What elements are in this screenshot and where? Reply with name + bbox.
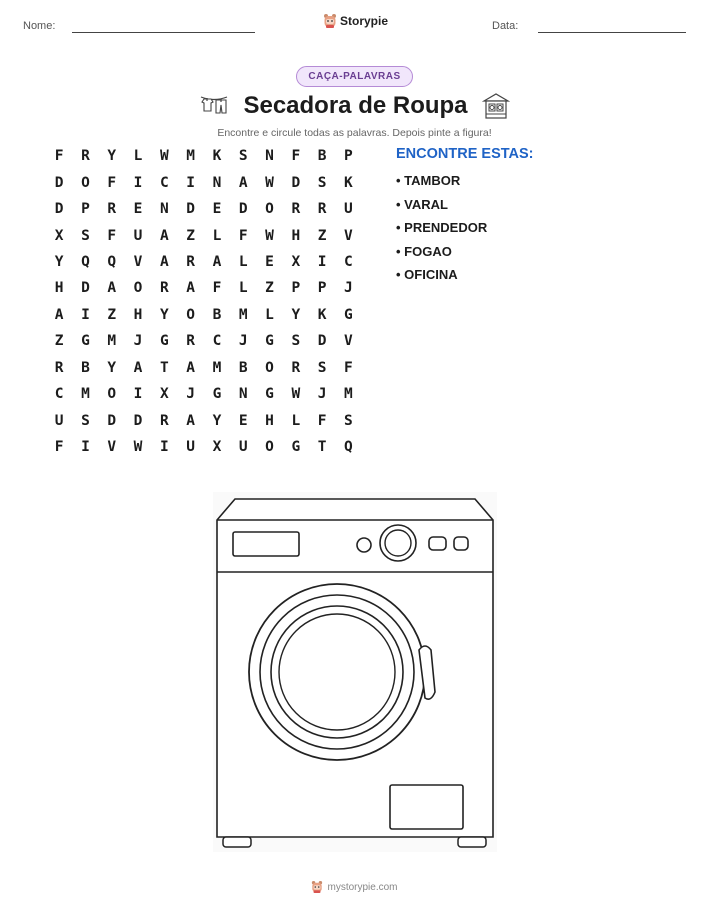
- grid-letter[interactable]: A: [54, 306, 64, 323]
- grid-letter[interactable]: Y: [107, 148, 117, 165]
- grid-letter[interactable]: C: [159, 174, 169, 191]
- word-search-grid[interactable]: [46, 143, 362, 460]
- grid-letter[interactable]: X: [212, 439, 222, 456]
- grid-letter[interactable]: L: [291, 412, 301, 429]
- grid-letter[interactable]: Z: [186, 227, 195, 244]
- grid-letter[interactable]: Q: [81, 253, 90, 270]
- grid-letter[interactable]: A: [159, 227, 169, 244]
- grid-letter[interactable]: Z: [107, 306, 117, 323]
- grid-letter[interactable]: A: [133, 359, 143, 376]
- grid-letter[interactable]: I: [133, 174, 143, 191]
- grid-letter[interactable]: I: [186, 174, 195, 191]
- grid-letter[interactable]: K: [317, 306, 327, 323]
- grid-letter[interactable]: K: [212, 148, 222, 165]
- grid-letter[interactable]: F: [54, 148, 64, 165]
- grid-letter[interactable]: W: [291, 386, 301, 403]
- grid-letter[interactable]: J: [133, 333, 143, 350]
- grid-letter[interactable]: W: [265, 227, 274, 244]
- grid-letter[interactable]: B: [238, 359, 248, 376]
- grid-letter[interactable]: O: [265, 201, 274, 218]
- grid-letter[interactable]: D: [81, 280, 90, 297]
- grid-letter[interactable]: V: [133, 253, 143, 270]
- grid-letter[interactable]: V: [107, 439, 117, 456]
- grid-letter[interactable]: F: [107, 227, 117, 244]
- grid-letter[interactable]: G: [159, 333, 169, 350]
- grid-letter[interactable]: F: [317, 412, 327, 429]
- grid-letter[interactable]: Z: [54, 333, 64, 350]
- grid-letter[interactable]: Y: [107, 359, 117, 376]
- grid-letter[interactable]: D: [133, 412, 143, 429]
- grid-letter[interactable]: D: [186, 201, 195, 218]
- grid-letter[interactable]: D: [238, 201, 248, 218]
- grid-letter[interactable]: Y: [291, 306, 301, 323]
- grid-letter[interactable]: B: [317, 148, 327, 165]
- grid-letter[interactable]: Y: [159, 306, 169, 323]
- grid-letter[interactable]: I: [159, 439, 169, 456]
- grid-letter[interactable]: S: [317, 359, 327, 376]
- grid-letter[interactable]: A: [212, 253, 222, 270]
- grid-letter[interactable]: M: [81, 386, 90, 403]
- grid-letter[interactable]: F: [344, 359, 353, 376]
- grid-letter[interactable]: A: [107, 280, 117, 297]
- grid-letter[interactable]: S: [81, 412, 90, 429]
- grid-letter[interactable]: L: [238, 280, 248, 297]
- grid-letter[interactable]: C: [54, 386, 64, 403]
- date-field-line[interactable]: [538, 32, 686, 33]
- grid-letter[interactable]: V: [344, 227, 353, 244]
- grid-letter[interactable]: M: [238, 306, 248, 323]
- name-label: Nome:: [23, 20, 56, 32]
- grid-letter[interactable]: P: [291, 280, 301, 297]
- grid-letter[interactable]: R: [107, 201, 117, 218]
- grid-letter[interactable]: E: [238, 412, 248, 429]
- grid-letter[interactable]: G: [212, 386, 222, 403]
- grid-letter[interactable]: G: [265, 333, 274, 350]
- grid-letter[interactable]: E: [265, 253, 274, 270]
- grid-letter[interactable]: H: [133, 306, 143, 323]
- grid-letter[interactable]: O: [81, 174, 90, 191]
- grid-letter[interactable]: P: [344, 148, 353, 165]
- grid-letter[interactable]: H: [291, 227, 301, 244]
- grid-letter[interactable]: P: [81, 201, 90, 218]
- grid-letter[interactable]: B: [81, 359, 90, 376]
- grid-letter[interactable]: E: [133, 201, 143, 218]
- grid-letter[interactable]: T: [159, 359, 169, 376]
- grid-letter[interactable]: Q: [344, 439, 353, 456]
- grid-letter[interactable]: R: [159, 412, 169, 429]
- grid-letter[interactable]: O: [133, 280, 143, 297]
- grid-letter[interactable]: G: [344, 306, 353, 323]
- grid-letter[interactable]: F: [238, 227, 248, 244]
- grid-letter[interactable]: U: [186, 439, 195, 456]
- grid-letter[interactable]: A: [238, 174, 248, 191]
- grid-letter[interactable]: X: [291, 253, 301, 270]
- grid-letter[interactable]: R: [186, 333, 195, 350]
- grid-letter[interactable]: H: [54, 280, 64, 297]
- grid-letter[interactable]: S: [81, 227, 90, 244]
- grid-letter[interactable]: A: [186, 412, 195, 429]
- grid-letter[interactable]: S: [344, 412, 353, 429]
- grid-letter[interactable]: O: [186, 306, 195, 323]
- grid-letter[interactable]: D: [291, 174, 301, 191]
- grid-letter[interactable]: J: [344, 280, 353, 297]
- word-list-item: • OFICINA: [396, 267, 458, 283]
- grid-letter[interactable]: S: [291, 333, 301, 350]
- grid-letter[interactable]: R: [81, 148, 90, 165]
- word-list-item: • TAMBOR: [396, 173, 461, 188]
- grid-letter[interactable]: R: [159, 280, 169, 297]
- grid-letter[interactable]: R: [291, 201, 301, 218]
- grid-letter[interactable]: G: [265, 386, 274, 403]
- grid-letter[interactable]: S: [238, 148, 248, 165]
- word-list: [396, 146, 534, 291]
- grid-letter[interactable]: G: [291, 439, 301, 456]
- instructions: Encontre e circule todas as palavras. Depois pinte a figura!: [217, 127, 492, 139]
- grid-letter[interactable]: R: [317, 201, 327, 218]
- grid-letter[interactable]: M: [107, 333, 117, 350]
- word-list-title: ENCONTRE ESTAS:: [396, 146, 534, 162]
- grid-letter[interactable]: U: [344, 201, 353, 218]
- grid-letter[interactable]: N: [265, 148, 274, 165]
- grid-letter[interactable]: T: [317, 439, 327, 456]
- grid-letter[interactable]: X: [159, 386, 169, 403]
- brand-logo: [323, 13, 388, 29]
- grid-letter[interactable]: A: [186, 280, 195, 297]
- grid-letter[interactable]: J: [317, 386, 327, 403]
- grid-letter[interactable]: N: [212, 174, 222, 191]
- clothesline-icon: [199, 93, 229, 119]
- grid-letter[interactable]: I: [133, 386, 143, 403]
- grid-letter[interactable]: P: [317, 280, 327, 297]
- grid-letter[interactable]: N: [159, 201, 169, 218]
- grid-letter[interactable]: R: [291, 359, 301, 376]
- word-list-item: • PRENDEDOR: [396, 220, 488, 236]
- grid-letter[interactable]: O: [265, 439, 274, 456]
- page-title: Secadora de Roupa: [243, 92, 468, 119]
- grid-letter[interactable]: U: [133, 227, 143, 244]
- grid-letter[interactable]: I: [317, 253, 327, 270]
- grid-letter[interactable]: Z: [317, 227, 327, 244]
- grid-letter[interactable]: Y: [212, 412, 222, 429]
- grid-letter[interactable]: D: [54, 174, 64, 191]
- word-list-item: • VARAL: [396, 196, 448, 212]
- grid-letter[interactable]: E: [212, 201, 222, 218]
- grid-letter[interactable]: I: [81, 306, 90, 323]
- storypie-mascot-icon: [311, 880, 323, 894]
- grid-letter[interactable]: A: [186, 359, 195, 376]
- grid-letter[interactable]: L: [133, 148, 143, 165]
- grid-letter[interactable]: L: [212, 227, 222, 244]
- grid-letter[interactable]: Q: [107, 253, 117, 270]
- grid-letter[interactable]: G: [81, 333, 90, 350]
- date-label: Data:: [492, 20, 519, 32]
- grid-letter[interactable]: Z: [265, 280, 274, 297]
- grid-letter[interactable]: M: [186, 148, 195, 165]
- grid-letter[interactable]: D: [54, 201, 64, 218]
- grid-letter[interactable]: F: [212, 280, 222, 297]
- grid-letter[interactable]: L: [238, 253, 248, 270]
- grid-letter[interactable]: N: [238, 386, 248, 403]
- grid-letter[interactable]: Y: [54, 253, 64, 270]
- brand-name: Storypie: [340, 14, 389, 28]
- grid-letter[interactable]: J: [186, 386, 195, 403]
- washing-machine-icon[interactable]: [213, 492, 497, 852]
- grid-letter[interactable]: M: [212, 359, 222, 376]
- grid-letter[interactable]: S: [317, 174, 327, 191]
- grid-letter[interactable]: O: [265, 359, 274, 376]
- grid-letter[interactable]: U: [54, 412, 64, 429]
- grid-letter[interactable]: D: [107, 412, 117, 429]
- laundry-shop-icon: [482, 92, 510, 120]
- grid-letter[interactable]: R: [186, 253, 195, 270]
- grid-letter[interactable]: C: [212, 333, 222, 350]
- grid-letter[interactable]: I: [81, 439, 90, 456]
- grid-letter[interactable]: X: [54, 227, 64, 244]
- grid-letter[interactable]: U: [238, 439, 248, 456]
- grid-letter[interactable]: B: [212, 306, 222, 323]
- grid-letter[interactable]: H: [265, 412, 274, 429]
- grid-letter[interactable]: O: [107, 386, 117, 403]
- grid-letter[interactable]: J: [238, 333, 248, 350]
- grid-letter[interactable]: K: [344, 174, 353, 191]
- name-field-line[interactable]: [72, 32, 255, 33]
- grid-letter[interactable]: F: [54, 439, 64, 456]
- word-list-item: • FOGAO: [396, 243, 452, 259]
- grid-letter[interactable]: F: [291, 148, 301, 165]
- grid-letter[interactable]: D: [317, 333, 327, 350]
- grid-letter[interactable]: M: [344, 386, 353, 403]
- puzzle-type-badge: CAÇA-PALAVRAS: [296, 66, 412, 87]
- grid-letter[interactable]: W: [133, 439, 143, 456]
- footer: [311, 880, 397, 894]
- footer-site[interactable]: mystorypie.com: [327, 881, 398, 893]
- grid-letter[interactable]: W: [265, 174, 274, 191]
- grid-letter[interactable]: R: [54, 359, 64, 376]
- grid-letter[interactable]: F: [107, 174, 117, 191]
- grid-letter[interactable]: L: [265, 306, 274, 323]
- grid-letter[interactable]: V: [344, 333, 353, 350]
- grid-letter[interactable]: C: [344, 253, 353, 270]
- storypie-mascot-icon: [323, 13, 337, 29]
- grid-letter[interactable]: W: [159, 148, 169, 165]
- grid-letter[interactable]: A: [159, 253, 169, 270]
